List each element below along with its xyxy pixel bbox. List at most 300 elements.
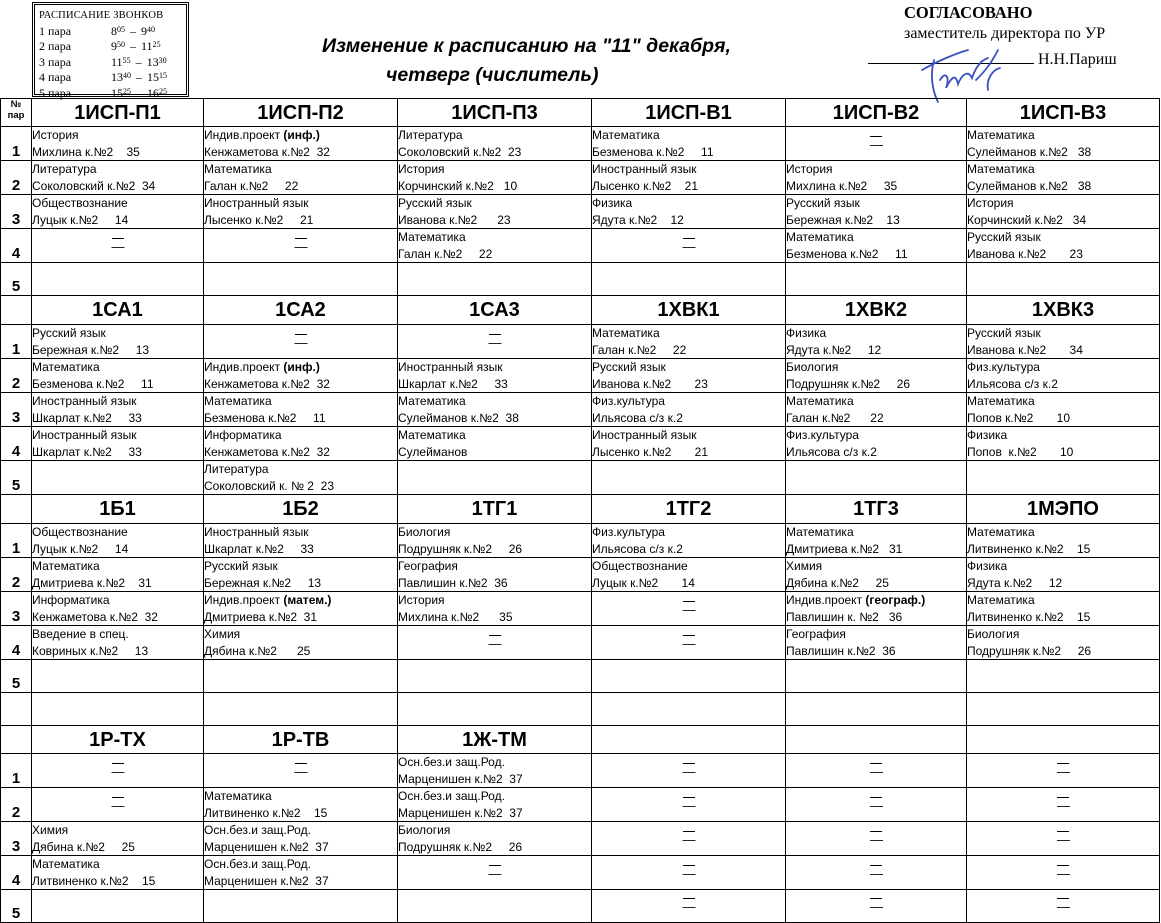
subject-line	[32, 856, 203, 873]
teacher-room: Галан к.№2 22	[204, 178, 299, 193]
empty-cell	[1, 495, 32, 524]
empty-cell	[398, 660, 592, 693]
group-name: 1МЭПО	[967, 495, 1160, 524]
subject-name: Русский язык	[32, 326, 106, 340]
lesson-cell	[967, 558, 1160, 592]
empty-cell	[398, 263, 592, 296]
lesson-cell	[967, 524, 1160, 558]
no-lesson-dash: —	[682, 797, 696, 813]
empty-cell	[32, 890, 204, 923]
lesson-row	[1, 660, 1160, 693]
bell-row	[39, 55, 182, 71]
lesson-cell	[592, 127, 786, 161]
subject-line	[398, 359, 591, 376]
lesson-row	[1, 822, 1160, 856]
teacher-room: Подрушняк к.№2 26	[967, 643, 1092, 658]
page-title	[250, 32, 790, 90]
bell-time	[111, 70, 167, 86]
subject-line	[592, 359, 785, 376]
group-name: 1ИСП-П3	[398, 99, 592, 127]
subject-name: Математика	[398, 394, 466, 408]
teacher-room: Литвиненко к.№2 15	[967, 609, 1091, 624]
subject-name: Биология	[967, 627, 1020, 641]
empty-cell	[1, 296, 32, 325]
subject-name: Математика	[204, 789, 272, 803]
no-lesson-cell	[786, 890, 967, 923]
bell-hour: 8	[111, 23, 117, 38]
teacher-room: Подрушняк к.№2 26	[786, 376, 911, 391]
subject-name: Физ.культура	[592, 525, 665, 539]
lesson-cell	[786, 626, 967, 660]
no-lesson-dash: —	[682, 831, 696, 847]
lesson-row	[1, 754, 1160, 788]
subject-line	[967, 558, 1159, 575]
pair-number: 3	[1, 592, 32, 626]
no-lesson-dash: —	[294, 334, 308, 350]
subject-line	[786, 558, 966, 575]
teacher-room: Литвиненко к.№2 15	[967, 541, 1091, 556]
teacher-room: Соколовский к. № 2 23	[204, 478, 334, 493]
bell-row	[39, 24, 182, 40]
subject-name: Биология	[398, 823, 451, 837]
subject-line	[32, 325, 203, 342]
group-name: 1ТГ1	[398, 495, 592, 524]
empty-cell	[1, 693, 32, 726]
group-header-row	[1, 495, 1160, 524]
lesson-cell	[204, 127, 398, 161]
subject-line	[204, 822, 397, 839]
group-name: 1ХВК2	[786, 296, 967, 325]
teacher-room: Иванова к.№2 23	[592, 376, 708, 391]
subject-line	[204, 626, 397, 643]
subject-name: Русский язык	[398, 196, 472, 210]
lesson-row	[1, 127, 1160, 161]
teacher-room: Марценишен к.№2 37	[204, 873, 329, 888]
subject-line	[592, 161, 785, 178]
subject-name: Индив.проект	[786, 593, 863, 607]
teacher-room: Безменова к.№2 11	[204, 410, 326, 425]
pair-number: 2	[1, 161, 32, 195]
subject-name: Русский язык	[967, 326, 1041, 340]
lesson-row	[1, 788, 1160, 822]
no-lesson-cell	[592, 592, 786, 626]
group-name: 1ТГ2	[592, 495, 786, 524]
empty-cell	[967, 461, 1160, 495]
teacher-room: Галан к.№2 22	[592, 342, 687, 357]
teacher-room: Дябина к.№2 25	[786, 575, 889, 590]
no-lesson-dash: —	[870, 865, 883, 881]
lesson-cell	[592, 195, 786, 229]
no-lesson-cell	[967, 856, 1160, 890]
pair-number: 4	[1, 229, 32, 263]
no-lesson-cell	[592, 890, 786, 923]
lesson-cell	[786, 195, 967, 229]
lesson-cell	[204, 427, 398, 461]
teacher-room: Шкарлат к.№2 33	[204, 541, 314, 556]
pair-number: 1	[1, 127, 32, 161]
lesson-cell	[398, 393, 592, 427]
teacher-room: Павлишин к.№2 36	[786, 643, 896, 658]
lesson-row	[1, 229, 1160, 263]
lesson-cell	[592, 393, 786, 427]
subject-name: Физика	[967, 428, 1008, 442]
group-name: 1ИСП-П2	[204, 99, 398, 127]
subject-line	[204, 461, 397, 478]
teacher-room: Галан к.№2 22	[398, 246, 493, 261]
no-lesson-dash: —	[488, 865, 502, 881]
no-lesson-cell	[398, 626, 592, 660]
lesson-row	[1, 263, 1160, 296]
teacher-room: Кенжаметова к.№2 32	[204, 444, 330, 459]
teacher-room: Ильясова с/з к.2	[967, 376, 1058, 391]
subject-line	[967, 195, 1159, 212]
bell-hour: 15	[111, 85, 123, 100]
subject-name: Иностранный язык	[592, 428, 697, 442]
pair-number: 1	[1, 325, 32, 359]
subject-name: Математика	[967, 394, 1035, 408]
subject-line	[398, 524, 591, 541]
subject-line	[204, 592, 397, 609]
teacher-room: Иванова к.№2 23	[967, 246, 1083, 261]
pair-number: 5	[1, 263, 32, 296]
teacher-room: Дмитриева к.№2 31	[786, 541, 903, 556]
no-lesson-dash: —	[682, 899, 696, 915]
subject-line	[592, 558, 785, 575]
lesson-cell	[32, 856, 204, 890]
teacher-room: Ядута к.№2 12	[786, 342, 882, 357]
bell-row	[39, 70, 182, 86]
teacher-room: Лысенко к.№2 21	[592, 444, 709, 459]
lesson-cell	[398, 195, 592, 229]
subject-line	[204, 427, 397, 444]
lesson-cell	[32, 558, 204, 592]
teacher-room: Подрушняк к.№2 26	[398, 541, 523, 556]
subject-line	[967, 427, 1159, 444]
group-name	[786, 726, 967, 754]
subject-line	[398, 754, 591, 771]
no-lesson-cell	[204, 325, 398, 359]
lesson-cell	[786, 393, 967, 427]
empty-cell	[204, 693, 398, 726]
teacher-room: Бережная к.№2 13	[786, 212, 900, 227]
subject-line	[204, 788, 397, 805]
empty-cell	[204, 660, 398, 693]
subject-name: Индив.проект	[204, 593, 281, 607]
teacher-room: Луцык к.№2 14	[32, 541, 129, 556]
lesson-cell	[967, 626, 1160, 660]
subject-line	[967, 393, 1159, 410]
subject-name: Математика	[967, 593, 1035, 607]
teacher-room: Соколовский к.№2 23	[398, 144, 522, 159]
pair-number: 4	[1, 626, 32, 660]
subject-line	[32, 524, 203, 541]
lesson-cell	[204, 788, 398, 822]
no-lesson-cell	[786, 127, 967, 161]
bell-minutes: 50	[117, 40, 125, 50]
teacher-room: Михлина к.№2 35	[786, 178, 898, 193]
bell-hour: 9	[111, 39, 117, 54]
lesson-cell	[204, 626, 398, 660]
lesson-cell	[592, 325, 786, 359]
pair-number: 5	[1, 890, 32, 923]
lesson-cell	[32, 325, 204, 359]
subject-line	[32, 558, 203, 575]
empty-cell	[592, 660, 786, 693]
group-name: 1ХВК3	[967, 296, 1160, 325]
bell-pair-label: 1 пара	[39, 23, 72, 38]
no-lesson-dash: —	[682, 763, 696, 779]
teacher-room: Иванова к.№2 34	[967, 342, 1083, 357]
subject-name: Русский язык	[204, 559, 278, 573]
lesson-cell	[204, 856, 398, 890]
lesson-cell	[967, 229, 1160, 263]
subject-name: Математика	[786, 230, 854, 244]
subject-name: Индив.проект	[204, 360, 281, 374]
subject-line	[398, 822, 591, 839]
subject-line	[786, 626, 966, 643]
approval-heading: СОГЛАСОВАНО	[904, 3, 1033, 22]
lesson-row	[1, 427, 1160, 461]
subject-line	[786, 325, 966, 342]
lesson-row	[1, 626, 1160, 660]
subject-line	[204, 558, 397, 575]
subject-name: Иностранный язык	[32, 428, 137, 442]
teacher-room: Ильясова с/з к.2	[786, 444, 877, 459]
lesson-row	[1, 161, 1160, 195]
subject-line	[592, 325, 785, 342]
group-name: 1ИСП-В3	[967, 99, 1160, 127]
subject-name: Математика	[32, 857, 100, 871]
subject-note: (географ.)	[865, 593, 926, 607]
subject-name: Математика	[592, 326, 660, 340]
teacher-room: Кенжаметова к.№2 32	[204, 144, 330, 159]
teacher-room: Сулейманов к.№2 38	[398, 410, 519, 425]
empty-cell	[592, 693, 786, 726]
no-lesson-dash: —	[294, 763, 308, 779]
no-lesson-dash: —	[870, 797, 883, 813]
group-name: 1Б1	[32, 495, 204, 524]
teacher-room: Шкарлат к.№2 33	[398, 376, 508, 391]
subject-name: Математика	[204, 394, 272, 408]
no-lesson-dash: —	[488, 635, 502, 651]
pair-number: 4	[1, 427, 32, 461]
bell-dash: –	[136, 70, 142, 85]
teacher-room: Дмитриева к.№2 31	[204, 609, 318, 624]
group-name: 1ИСП-П1	[32, 99, 204, 127]
subject-name: Математика	[398, 428, 466, 442]
no-lesson-cell	[592, 754, 786, 788]
teacher-room: Безменова к.№2 11	[786, 246, 908, 261]
subject-line	[204, 524, 397, 541]
lesson-cell	[786, 592, 967, 626]
subject-line	[786, 229, 966, 246]
subject-name: Иностранный язык	[398, 360, 503, 374]
no-lesson-cell	[32, 229, 204, 263]
teacher-room: Дмитриева к.№2 31	[32, 575, 152, 590]
bell-minutes: 25	[123, 86, 131, 96]
subject-line	[398, 195, 591, 212]
bell-time	[111, 24, 155, 40]
no-lesson-cell	[592, 856, 786, 890]
subject-name: География	[398, 559, 458, 573]
no-lesson-dash: —	[1057, 797, 1070, 813]
subject-line	[398, 427, 591, 444]
subject-name: История	[967, 196, 1014, 210]
teacher-room: Ильясова с/з к.2	[592, 410, 683, 425]
subject-line	[786, 161, 966, 178]
empty-cell	[398, 890, 592, 923]
lesson-cell	[967, 359, 1160, 393]
subject-line	[592, 195, 785, 212]
subject-name: Физ.культура	[592, 394, 665, 408]
lesson-cell	[398, 229, 592, 263]
empty-cell	[32, 263, 204, 296]
pair-number: 2	[1, 359, 32, 393]
lesson-cell	[32, 822, 204, 856]
subject-name: Литература	[204, 462, 269, 476]
subject-name: Русский язык	[967, 230, 1041, 244]
lesson-row	[1, 592, 1160, 626]
subject-name: Химия	[786, 559, 823, 573]
subject-name: История	[786, 162, 833, 176]
subject-name: Русский язык	[592, 360, 666, 374]
subject-note: (матем.)	[283, 593, 332, 607]
teacher-room: Бережная к.№2 13	[204, 575, 322, 590]
no-lesson-dash: —	[870, 763, 883, 779]
lesson-cell	[398, 359, 592, 393]
subject-line	[592, 427, 785, 444]
no-lesson-cell	[786, 856, 967, 890]
no-lesson-dash: —	[488, 334, 502, 350]
lesson-cell	[786, 427, 967, 461]
subject-name: Русский язык	[786, 196, 860, 210]
no-lesson-cell	[592, 229, 786, 263]
bell-minutes: 05	[117, 24, 125, 34]
group-header-row	[1, 99, 1160, 127]
no-lesson-dash: —	[870, 136, 883, 152]
pair-number: 2	[1, 558, 32, 592]
teacher-room: Безменова к.№2 11	[32, 376, 154, 391]
lesson-cell	[204, 161, 398, 195]
lesson-cell	[398, 788, 592, 822]
teacher-room: Галан к.№2 22	[786, 410, 884, 425]
subject-line	[786, 427, 966, 444]
bell-pair-label: 5 пара	[39, 85, 72, 100]
no-lesson-dash: —	[294, 238, 308, 254]
group-name: 1Б2	[204, 495, 398, 524]
subject-name: Осн.без.и защ.Род.	[204, 857, 311, 871]
lesson-cell	[786, 325, 967, 359]
subject-name: Математика	[32, 360, 100, 374]
subject-name: Математика	[967, 162, 1035, 176]
no-lesson-dash: —	[1057, 899, 1070, 915]
subject-name: Осн.без.и защ.Род.	[204, 823, 311, 837]
lesson-cell	[204, 558, 398, 592]
teacher-room: Михлина к.№2 35	[398, 609, 513, 624]
subject-name: Обществознание	[32, 525, 128, 539]
pair-number-header: № пар	[1, 99, 32, 127]
subject-line	[967, 127, 1159, 144]
subject-name: Математика	[786, 394, 854, 408]
teacher-room: Марценишен к.№2 37	[398, 805, 523, 820]
subject-line	[592, 393, 785, 410]
teacher-room: Литвиненко к.№2 15	[204, 805, 328, 820]
subject-name: Физ.культура	[967, 360, 1040, 374]
no-lesson-dash: —	[682, 601, 696, 617]
empty-cell	[592, 461, 786, 495]
subject-note: (инф.)	[283, 360, 320, 374]
no-lesson-dash: —	[111, 797, 125, 813]
subject-line	[786, 524, 966, 541]
subject-name: Информатика	[32, 593, 110, 607]
bell-dash: –	[135, 54, 142, 69]
empty-cell	[786, 461, 967, 495]
lesson-cell	[967, 427, 1160, 461]
bell-hour: 11	[141, 39, 153, 54]
subject-name: Иностранный язык	[32, 394, 137, 408]
subject-line	[204, 127, 397, 144]
lesson-row	[1, 393, 1160, 427]
group-name: 1ТГ3	[786, 495, 967, 524]
no-lesson-cell	[967, 890, 1160, 923]
subject-name: Физика	[967, 559, 1008, 573]
pair-number: 4	[1, 856, 32, 890]
empty-cell	[204, 263, 398, 296]
lesson-cell	[786, 161, 967, 195]
no-lesson-cell	[398, 856, 592, 890]
empty-cell	[398, 461, 592, 495]
teacher-room: Ядута к.№2 12	[967, 575, 1063, 590]
lesson-cell	[398, 754, 592, 788]
pair-number: 1	[1, 754, 32, 788]
teacher-room: Ядута к.№2 12	[592, 212, 684, 227]
subject-name: Осн.без.и защ.Род.	[398, 755, 505, 769]
subject-line	[967, 229, 1159, 246]
subject-line	[204, 393, 397, 410]
subject-name: Математика	[204, 162, 272, 176]
lesson-cell	[32, 161, 204, 195]
lesson-cell	[592, 524, 786, 558]
teacher-room: Дябина к.№2 25	[204, 643, 311, 658]
teacher-room: Литвиненко к.№2 15	[32, 873, 156, 888]
subject-name: Математика	[592, 128, 660, 142]
subject-line	[398, 592, 591, 609]
bell-row	[39, 39, 182, 55]
lesson-cell	[592, 161, 786, 195]
subject-line	[967, 161, 1159, 178]
lesson-cell	[32, 427, 204, 461]
bell-minutes: 40	[123, 71, 131, 81]
bell-pair-label: 3 пара	[39, 54, 72, 69]
lesson-cell	[398, 558, 592, 592]
subject-line	[398, 788, 591, 805]
teacher-room: Корчинский к.№2 34	[967, 212, 1087, 227]
subject-line	[967, 592, 1159, 609]
subject-name: Иностранный язык	[592, 162, 697, 176]
group-header-row	[1, 296, 1160, 325]
subject-name: Литература	[32, 162, 97, 176]
teacher-room: Подрушняк к.№2 26	[398, 839, 523, 854]
no-lesson-dash: —	[111, 763, 125, 779]
teacher-room: Луцык к.№2 14	[592, 575, 695, 590]
lesson-cell	[398, 161, 592, 195]
bell-dash: –	[130, 39, 136, 54]
subject-name: Математика	[32, 559, 100, 573]
pair-number: 5	[1, 660, 32, 693]
empty-cell	[786, 263, 967, 296]
bell-minutes: 25	[159, 86, 167, 96]
teacher-room: Марценишен к.№2 37	[204, 839, 329, 854]
